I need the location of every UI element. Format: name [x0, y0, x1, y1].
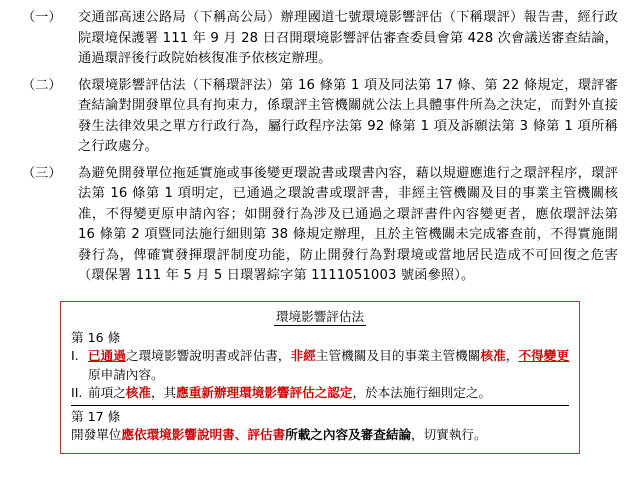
- law-article-16-item-1: [71, 347, 569, 384]
- law-article-16-heading: 第 16 條: [71, 329, 121, 345]
- law-seg: 前項之: [88, 385, 126, 400]
- paragraph-2-text: 依環境影響評估法（下稱環評法）第 16 條第 1 項及同法第 17 條、第 22 條規定，環評審查結論對開發單位具有拘束力，係環評主管機關就公法上具體事件所為之決定，而對外直接發生法律效果之單方行政行為，屬行政程序法第 92 條第 1 項及訴願法第 3 條第 1 項所稱之行政處分。: [78, 77, 618, 154]
- law-seg: 所載之內容及審查結論: [285, 427, 412, 442]
- law-item-number: II.: [71, 385, 83, 400]
- law-seg: 不得變更: [518, 348, 570, 363]
- law-seg: 開發單位: [71, 427, 122, 442]
- law-article-17-heading: 第 17 條: [71, 405, 569, 427]
- paragraph-2: [22, 76, 618, 158]
- law-seg: 核准: [480, 348, 506, 363]
- law-article-17-text: [71, 426, 569, 445]
- law-seg: 已通過: [88, 348, 126, 363]
- law-seg: 應重新辦理環境影響評估之認定: [176, 385, 353, 400]
- law-seg: 應依環境影響說明書、評估書: [121, 427, 286, 442]
- law-item-number: I.: [71, 348, 79, 363]
- paragraph-1: [22, 8, 618, 70]
- law-seg: 之環境影響說明書或評估書，: [125, 348, 291, 363]
- law-seg: 原申請內容。: [88, 366, 164, 382]
- law-seg: 非經: [290, 348, 316, 363]
- law-item-text: [88, 384, 569, 403]
- law-article-16-item-2: [71, 384, 569, 403]
- paragraph-2-marker: （二）: [22, 77, 62, 93]
- law-seg: 核准: [125, 385, 151, 400]
- paragraph-1-marker: （一）: [22, 10, 62, 25]
- law-box-title: [71, 308, 569, 326]
- law-seg: ，其: [150, 385, 177, 400]
- paragraph-3-text: 為避免開發單位拖延實施或事後變更環說書或環書內容，藉以規避應進行之環評程序，環評法第 16 條第 1 項明定，已通過之環說書或環評書，非經主管機關及目的事業主管機關核准，不得變更原申請內容；如開發行為涉及已通過之環評書件內容變更者，應依環評法第 16 條第 2 項暨同法施行細則第 38 條規定辦理，且於主管機關未完成審查前，不得實施開發行為，俾確實發揮環評制度功能，防止開發行為對環境或當地居民造成不可回復之危害（環保署 111 年 5 月 5 日環署綜字第 1111051003 號函參照）。: [78, 165, 618, 283]
- law-box-title-text: 環境影響評估法: [275, 308, 365, 324]
- paragraph-1-text: 交通部高速公路局（下稱高公局）辦理國道七號環境影響評估（下稱環評）報告書，經行政院環境保護署 111 年 9 月 28 日召開環境影響評估審查委員會第 428 次會議送審查結論，通過環評後行政院始核復准予依核定辦理。: [78, 10, 618, 66]
- law-seg: 主管機關及目的事業主管機關: [315, 348, 481, 363]
- paragraph-3-marker: （三）: [22, 165, 62, 181]
- paragraph-3: [22, 164, 618, 287]
- law-item-text: [88, 347, 569, 384]
- law-seg: ，切實執行。: [411, 427, 487, 442]
- law-seg: ，於本法施行細則定之。: [352, 385, 491, 400]
- law-reference-box: [60, 301, 580, 454]
- law-seg: ，: [505, 348, 519, 363]
